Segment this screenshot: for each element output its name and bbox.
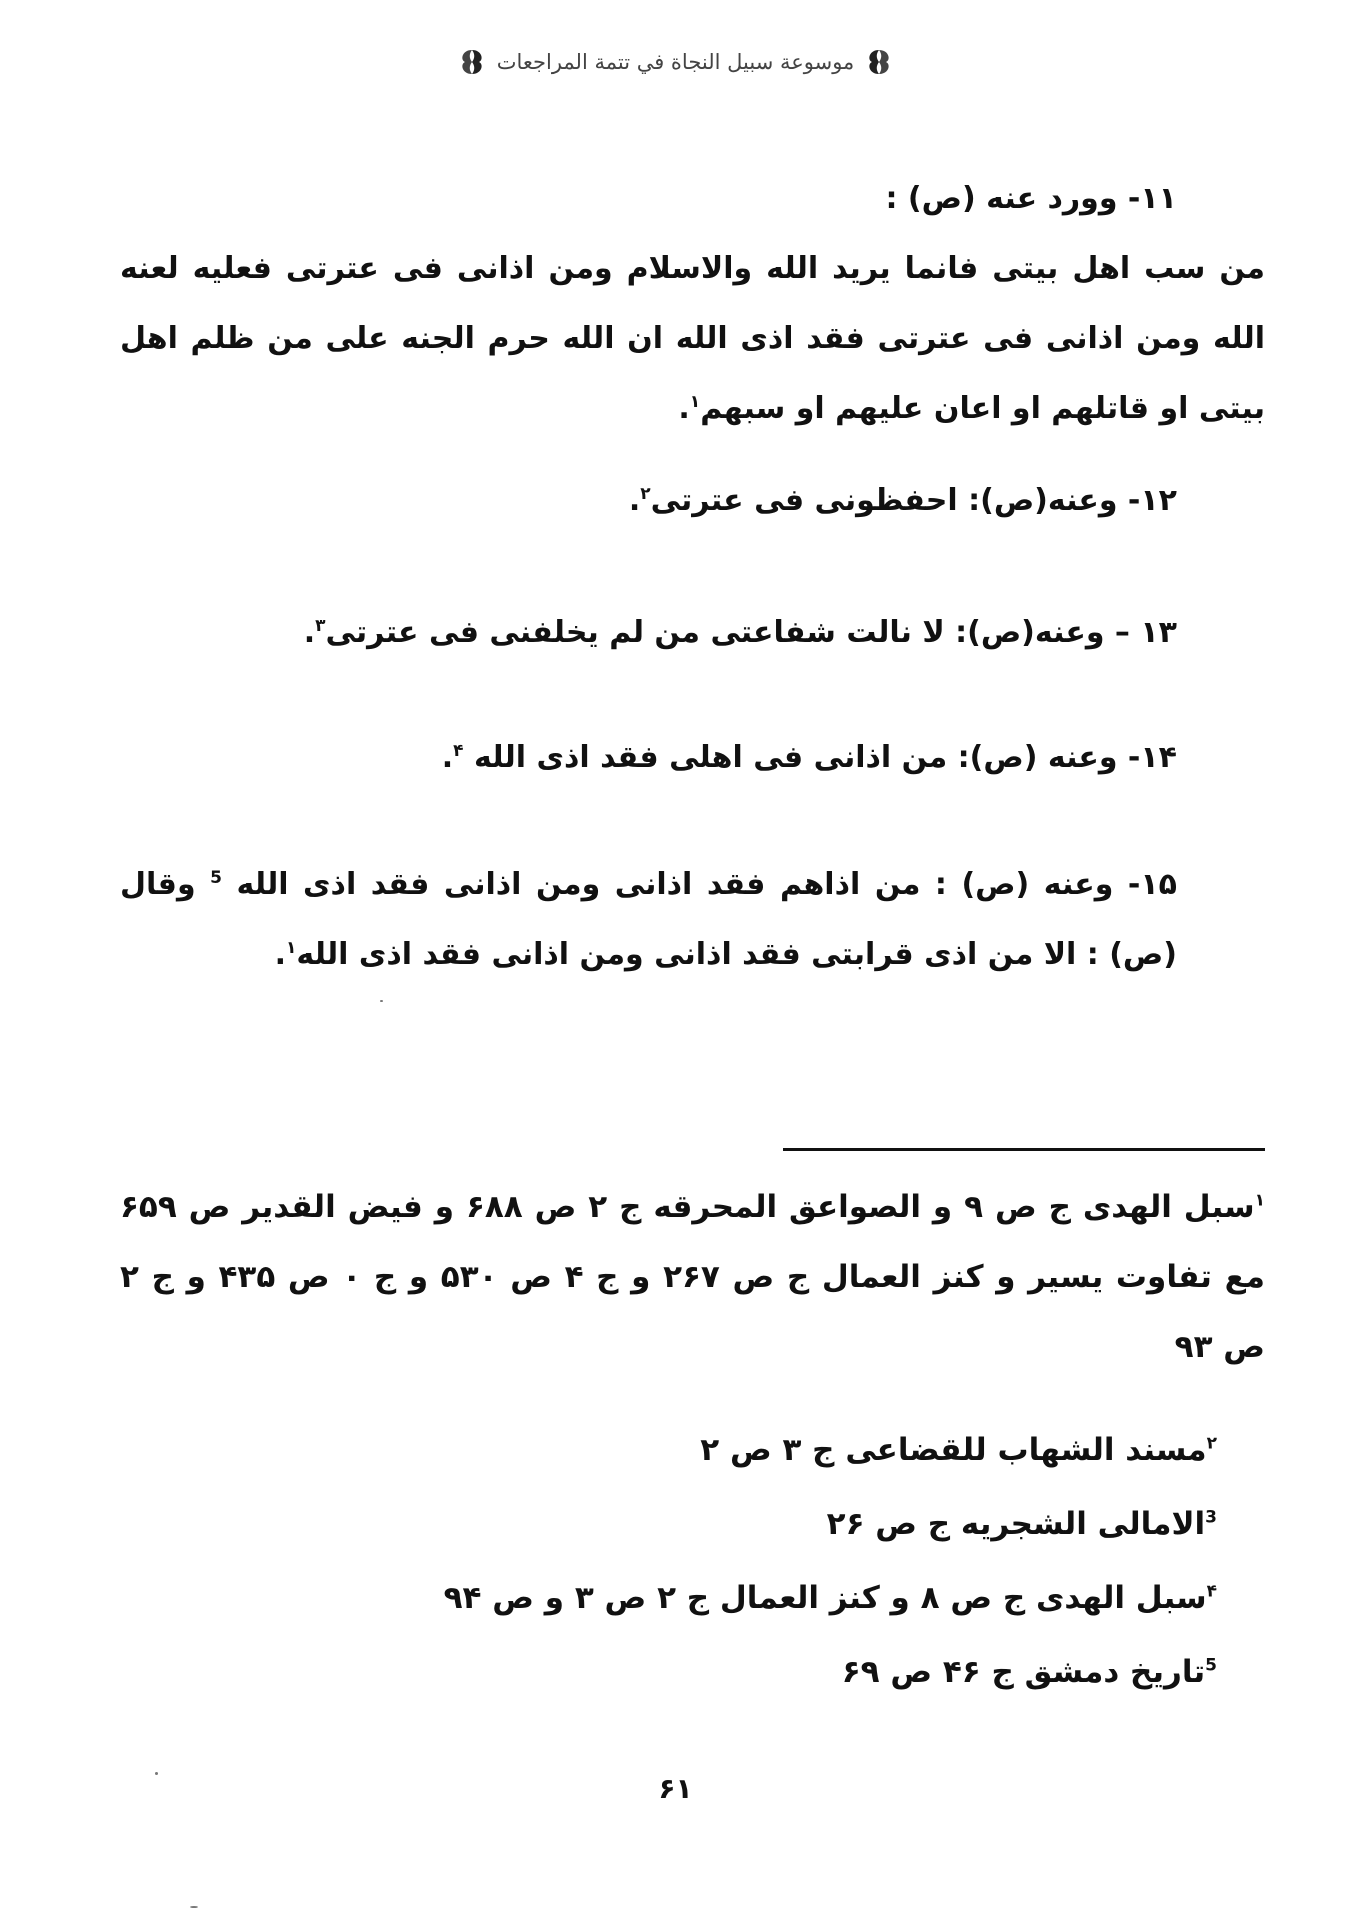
scan-speck — [380, 1000, 383, 1002]
footnote-mark: ۴ — [1206, 1581, 1217, 1602]
footnote-mark: ۲ — [1206, 1433, 1217, 1454]
hadith-12-text: ۱۲- وعنه(ص): احفظونی فی عترتی — [650, 483, 1177, 518]
footnote-separator — [783, 1148, 1265, 1151]
footnotes — [120, 1172, 1265, 1382]
footnote-ref: ۱ — [689, 392, 701, 412]
running-header — [0, 48, 1351, 76]
header-title: موسوعة سبيل النجاة في تتمة المراجعات — [496, 50, 855, 74]
hadith-11-text: من سب اهل بیتی فانما یرید الله والاسلام ومن اذانی فی عترتی فعلیه لعنه الله ومن اذانی فی عترتی فقد اذی الله ان الله حرم الجنه علی من ظلم اهل بیتی او قاتلهم او اعان علیهم او سبهم$^۱$. — [120, 251, 1265, 426]
footnote-mark: ۱ — [1254, 1190, 1265, 1211]
footnote-2: $^۲$مسند الشهاب للقضاعی ج ۳ ص ۲ — [700, 1432, 1217, 1468]
scan-speck — [155, 1772, 158, 1775]
hadith-11 — [120, 164, 1265, 444]
hadith-11-heading: ۱۱- وورد عنه (ص) : — [885, 181, 1177, 216]
page-number: ۶۱ — [658, 1772, 693, 1805]
hadith-12: ۱۲- وعنه(ص): احفظونی فی عترتی$^۲$. — [628, 483, 1177, 518]
footnote-1: $^۱$سبل الهدی ج ص ۹ و الصواعق المحرقه ج ۲ ص ۶۸۸ و فیض القدیر ص ۶۵۹ مع تفاوت یسیر و کنز العمال ج ص ۲۶۷ و ج ۴ ص ۵۳۰ و ج ۰ ص ۴۳۵ و ج ۲ ص ۹۳ — [120, 1189, 1265, 1365]
footnote-5: $^5$تاریخ دمشق ج ۴۶ ص ۶۹ — [841, 1654, 1217, 1690]
scan-speck — [190, 1906, 198, 1908]
hadith-13-text: ۱۳ – وعنه(ص): لا نالت شفاعتی من لم یخلفنی فی عترتی — [325, 615, 1177, 650]
footnote-4: $^۴$سبل الهدی ج ص ۸ و کنز العمال ج ۲ ص ۳ و ص ۹۴ — [443, 1580, 1217, 1616]
footnote-3: $^3$الامالی الشجریه ج ص ۲۶ — [826, 1506, 1217, 1542]
ornament-icon — [864, 48, 894, 76]
hadith-15-text: ۱۵- وعنه (ص) : من اذاهم فقد اذانی ومن اذانی فقد اذی الله $^5$ وقال (ص) : الا من اذی قرابتی فقد اذانی ومن اذانی فقد اذی الله$^۱$. — [120, 867, 1177, 972]
hadith-15 — [120, 850, 1265, 990]
footnote-ref: ۲ — [640, 484, 651, 504]
hadith-13: ۱۳ – وعنه(ص): لا نالت شفاعتی من لم یخلفنی فی عترتی$^۳$. — [303, 615, 1177, 650]
footnote-ref: ۴ — [453, 741, 464, 761]
footnote-ref: ۳ — [315, 616, 326, 636]
ornament-icon — [457, 48, 487, 76]
footnote-mark: 3 — [1205, 1507, 1217, 1528]
footnote-ref: ۱ — [286, 938, 297, 958]
hadith-14-text: ۱۴- وعنه (ص): من اذانی فی اهلی فقد اذی الله — [474, 740, 1177, 775]
footnotes-continued — [120, 1413, 1265, 1709]
footnote-ref: 5 — [210, 868, 222, 888]
hadith-14: ۱۴- وعنه (ص): من اذانی فی اهلی فقد اذی الله $^۴$. — [441, 740, 1177, 775]
footnote-mark: 5 — [1205, 1655, 1217, 1676]
